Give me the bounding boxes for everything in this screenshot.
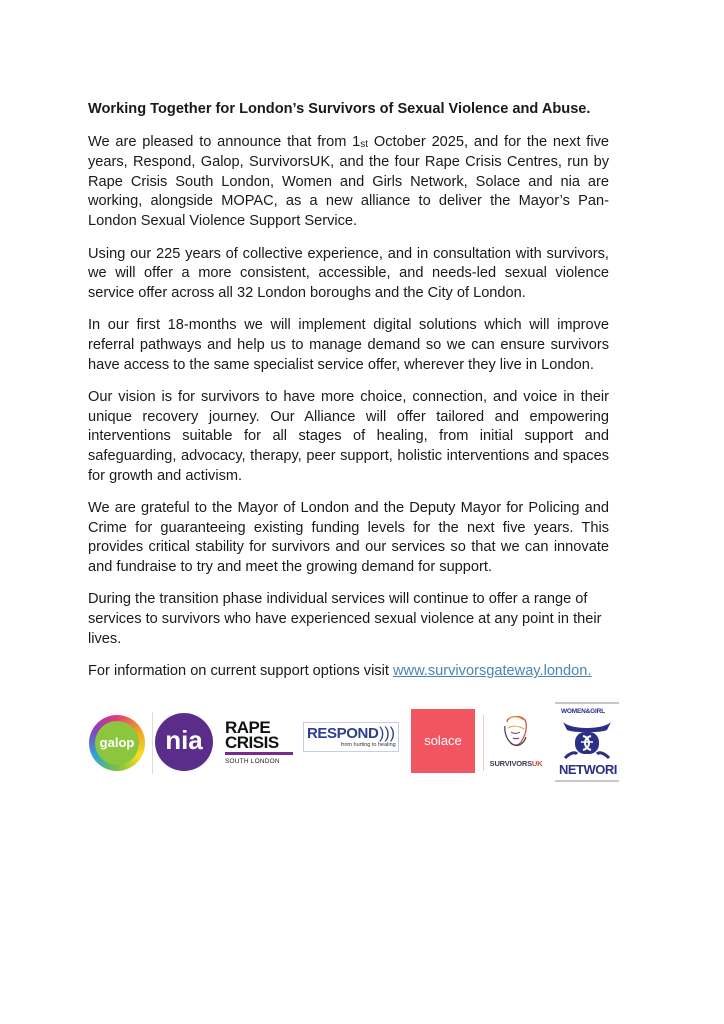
paragraph-support-info [88, 662, 609, 682]
support-info-text: For information on current support options visit [88, 663, 393, 680]
wgn-bottom-text: NETWORI [559, 762, 617, 777]
nia-logo: nia [155, 713, 213, 771]
logo-divider [152, 712, 153, 774]
survivors-uk-word-accent: UK [531, 759, 543, 768]
paragraph-digital-solutions: In our first 18-months we will implement digital solutions which will improve referral pathways and help us to manage demand so we can ensure survivors have access to the same specialist service offer, wherever they live in London. [88, 317, 609, 373]
page-title: Working Together for London’s Survivors of Sexual Violence and Abuse. [88, 101, 591, 117]
adinkra-symbol-icon [561, 718, 613, 760]
paragraph-announcement [88, 133, 609, 232]
document-body [88, 100, 609, 695]
ordinal-suffix: st [360, 138, 369, 150]
survivors-uk-wordmark [488, 759, 544, 768]
survivors-uk-word-main: SURVIVORS [489, 759, 532, 768]
galop-logo [89, 715, 145, 771]
rape-crisis-line1: RAPE [225, 718, 271, 737]
partner-logos [85, 700, 625, 790]
galop-logo-text: galop [95, 721, 139, 765]
paragraph-vision: Our vision is for survivors to have more choice, connection, and voice in their unique recovery journey. Our Alliance will offer tailored and empowering interventions suitable for all stages of healing, from initial support and safeguarding, advocacy, therapy, peer support, holistic interventions and spaces for growth and activism. [88, 389, 609, 484]
women-and-girls-network-logo [555, 702, 619, 784]
logo-divider [483, 715, 484, 771]
sound-waves-icon: ))) [379, 725, 395, 742]
paragraph-funding: We are grateful to the Mayor of London and the Deputy Mayor for Policing and Crime for guaranteeing existing funding levels for the next five years. This provides critical stability for survivors and our services so that we can innovate and fundraise to try and meet the growing demand for support. [88, 500, 609, 575]
solace-logo: solace [411, 709, 475, 773]
paragraph-experience: Using our 225 years of collective experience, and in consultation with survivors, we will offer a more consistent, accessible, and needs-led sexual violence service offer across all 32 London boroughs and the City of London. [88, 245, 609, 301]
respond-logo-word: RESPOND [307, 725, 379, 742]
face-line-art-icon [499, 712, 533, 750]
survivors-uk-logo [488, 712, 544, 774]
respond-tagline: from hurting to healing [341, 742, 396, 748]
survivors-gateway-link[interactable]: www.survivorsgateway.london. [393, 663, 592, 680]
rape-crisis-bar [225, 752, 293, 755]
rape-crisis-line2: CRISIS [225, 733, 279, 752]
rape-crisis-south-london-logo [225, 720, 293, 770]
rape-crisis-line3: SOUTH LONDON [225, 758, 280, 765]
wgn-top-text: WOMEN&GIRL [561, 708, 605, 715]
announcement-text-start: We are pleased to announce that from 1 [88, 133, 361, 150]
logo-rule [555, 780, 619, 782]
logo-rule [555, 702, 619, 704]
paragraph-transition: During the transition phase individual services will continue to offer a range of services to survivors who have experienced sexual violence at any point in their lives. [88, 591, 602, 647]
announcement-text-rest: October 2025, and for the next five years, Respond, Galop, SurvivorsUK, and the four Rape Crisis Centres, run by Rape Crisis South London, Women and Girls Network, Solace and nia are working, alongside MOPAC, as a new alliance to deliver the Mayor’s Pan-London Sexual Violence Support Service. [88, 133, 609, 229]
respond-logo [303, 722, 399, 752]
